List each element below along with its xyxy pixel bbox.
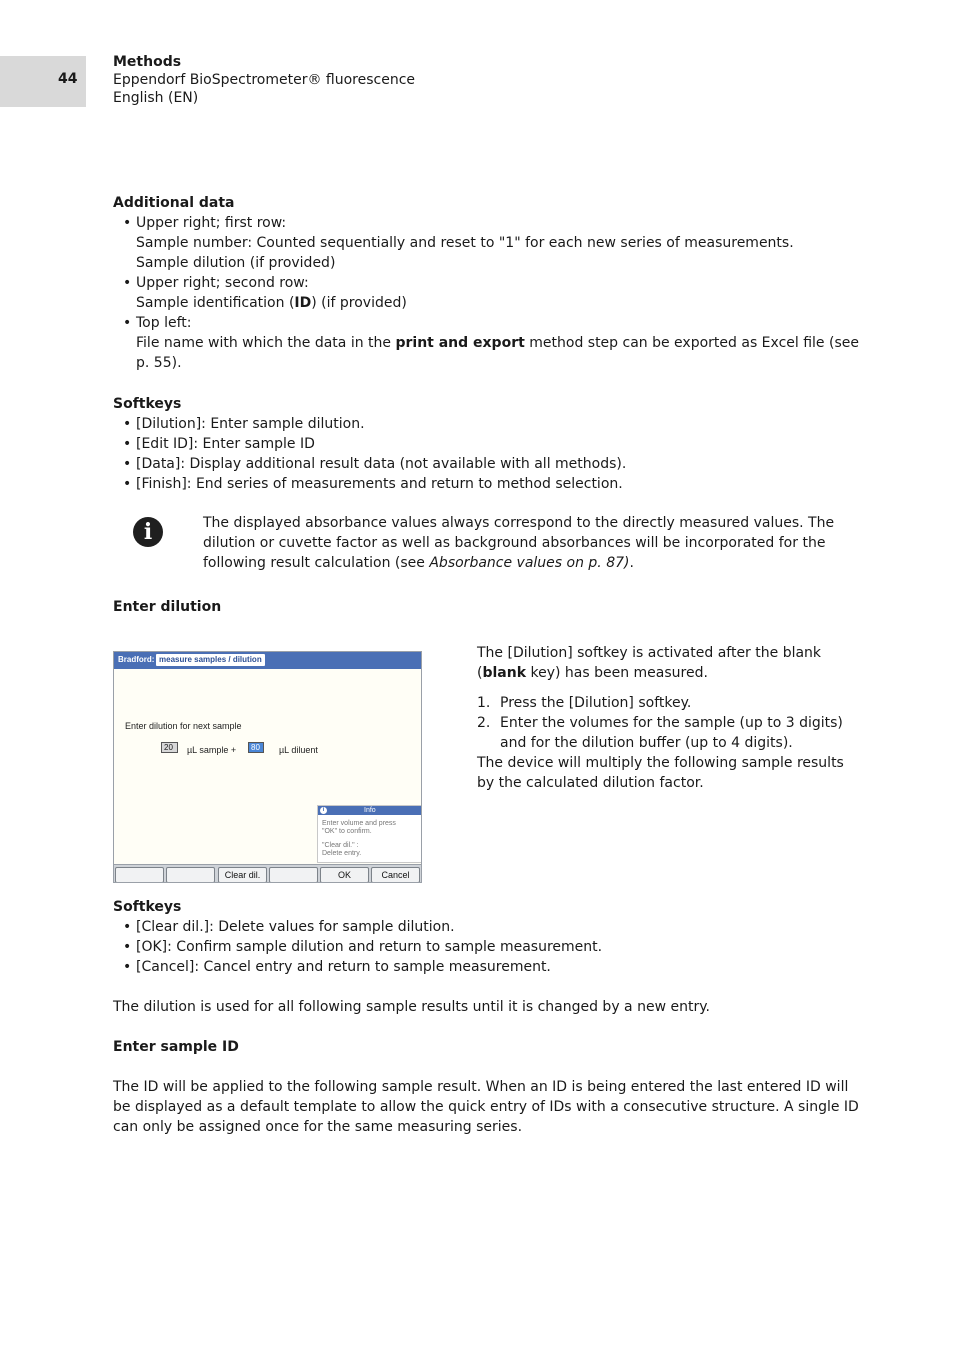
section-heading: Softkeys bbox=[113, 396, 182, 412]
item-title: • Upper right; first row: bbox=[136, 215, 287, 231]
step-item: 1. Press the [Dilution] softkey. bbox=[477, 695, 692, 711]
device-tab: measure samples / dilution bbox=[156, 654, 265, 666]
section-heading: Softkeys bbox=[113, 899, 182, 915]
softkeys-section bbox=[113, 897, 602, 977]
section-heading: Enter dilution bbox=[113, 599, 222, 615]
cancel-button[interactable]: Cancel bbox=[371, 867, 420, 883]
info-note bbox=[203, 513, 833, 573]
item-text: Sample identification (ID) (if provided) bbox=[136, 295, 407, 311]
list-item bbox=[113, 313, 859, 373]
info-icon: i bbox=[320, 807, 327, 814]
dilution-instructions bbox=[477, 643, 844, 793]
device-title-bar bbox=[114, 652, 421, 669]
softkeys-list bbox=[113, 917, 602, 977]
info-panel-title: Info bbox=[364, 807, 376, 814]
paragraph-text: The ID will be applied to the following sample result. When an ID is being entered the last entered ID will bbox=[113, 1079, 849, 1095]
paragraph-text: by the calculated dilution factor. bbox=[477, 775, 704, 791]
header-section: Methods bbox=[113, 54, 182, 70]
step-item: 2. Enter the volumes for the sample (up to 3 digits) bbox=[477, 715, 843, 731]
paragraph-text: (blank key) has been measured. bbox=[477, 665, 708, 681]
step-item-continued: and for the dilution buffer (up to 4 digits). bbox=[500, 735, 793, 751]
item-title: • Top left: bbox=[136, 315, 192, 331]
device-screenshot bbox=[113, 651, 422, 883]
diluent-unit-label: µL diluent bbox=[279, 745, 318, 755]
paragraph-text: The [Dilution] softkey is activated after the blank bbox=[477, 645, 822, 661]
running-header bbox=[113, 53, 415, 107]
item-text: Sample dilution (if provided) bbox=[136, 255, 336, 271]
device-info-panel bbox=[317, 805, 422, 863]
list-item bbox=[113, 213, 859, 273]
device-prompt: Enter dilution for next sample bbox=[125, 721, 242, 731]
softkeys-list bbox=[113, 414, 626, 494]
diluent-volume-field[interactable]: 80 bbox=[248, 742, 264, 753]
note-text: The displayed absorbance values always correspond to the directly measured values. The bbox=[203, 515, 835, 531]
softkey-4[interactable] bbox=[269, 867, 318, 883]
softkey-2[interactable] bbox=[166, 867, 215, 883]
page-number: 44 bbox=[58, 71, 78, 87]
paragraph-text: The device will multiply the following sample results bbox=[477, 755, 844, 771]
paragraph-text: can only be assigned once for the same measuring series. bbox=[113, 1119, 523, 1135]
list-item: • [Finish]: End series of measurements and return to method selection. bbox=[113, 474, 626, 494]
item-text: File name with which the data in the print and export method step can be exported as Excel file (see bbox=[136, 335, 859, 351]
clear-dilution-button[interactable]: Clear dil. bbox=[218, 867, 267, 883]
paragraph-text: be displayed as a default template to allow the quick entry of IDs with a consecutive structure. A single ID bbox=[113, 1099, 859, 1115]
info-panel-bar bbox=[318, 806, 422, 815]
dilution-note-text: The dilution is used for all following sample results until it is changed by a new entry. bbox=[113, 999, 710, 1015]
additional-data-section bbox=[113, 193, 859, 373]
item-text: Sample number: Counted sequentially and reset to "1" for each new series of measurements. bbox=[136, 235, 794, 251]
ok-button[interactable]: OK bbox=[320, 867, 369, 883]
item-title: • Upper right; second row: bbox=[136, 275, 309, 291]
sample-unit-label: µL sample + bbox=[187, 745, 237, 755]
sample-volume-field[interactable]: 20 bbox=[161, 742, 178, 753]
list-item: • [Dilution]: Enter sample dilution. bbox=[113, 414, 626, 434]
section-heading: Additional data bbox=[113, 195, 235, 211]
list-item: • [Clear dil.]: Delete values for sample dilution. bbox=[113, 917, 602, 937]
list-item: • [OK]: Confirm sample dilution and return to sample measurement. bbox=[113, 937, 602, 957]
header-product: Eppendorf BioSpectrometer® fluorescence bbox=[113, 72, 416, 88]
list-item: • [Edit ID]: Enter sample ID bbox=[113, 434, 626, 454]
header-language: English (EN) bbox=[113, 90, 199, 106]
info-icon: i bbox=[133, 517, 163, 547]
item-text: p. 55). bbox=[136, 355, 182, 371]
softkeys-section bbox=[113, 394, 626, 494]
sample-id-paragraph bbox=[113, 1077, 859, 1137]
device-category: Bradford: bbox=[118, 655, 155, 664]
additional-data-list bbox=[113, 213, 859, 373]
softkey-1[interactable] bbox=[115, 867, 164, 883]
section-heading: Enter sample ID bbox=[113, 1039, 239, 1055]
note-text: dilution or cuvette factor as well as background absorbances will be incorporated for the bbox=[203, 535, 826, 551]
list-item: • [Data]: Display additional result data (not available with all methods). bbox=[113, 454, 626, 474]
info-panel-text: Enter volume and press "OK" to confirm. "Clear dil." : Delete entry. bbox=[322, 820, 396, 857]
note-text: following result calculation (see Absorbance values on p. 87). bbox=[203, 555, 634, 571]
device-softkey-bar bbox=[114, 864, 421, 883]
list-item: • [Cancel]: Cancel entry and return to sample measurement. bbox=[113, 957, 602, 977]
list-item bbox=[113, 273, 859, 313]
